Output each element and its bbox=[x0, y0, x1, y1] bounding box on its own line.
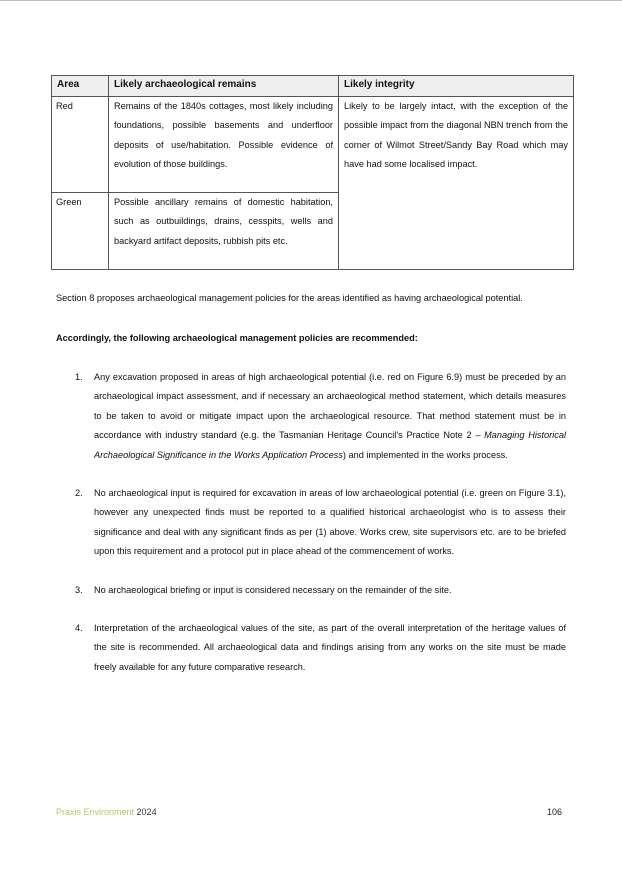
cell-integrity: Likely to be largely intact, with the exception of the possible impact from the diagonal NBN trench from the corner of Wilmot Street/Sandy Bay Road which may have had some localised impact. bbox=[339, 97, 574, 270]
archaeological-remains-table bbox=[51, 75, 574, 270]
list-item-policy-1 bbox=[56, 368, 566, 465]
list-item-policy-2 bbox=[56, 484, 566, 562]
policy-4-text: Interpretation of the archaeological values of the site, as part of the overall interpretation of the heritage values of the site is recommended. All archaeological data and findings arising from any works on the site must be made freely available for any future comparative research. bbox=[94, 623, 566, 672]
header-area: Area bbox=[52, 76, 109, 97]
cell-area-green: Green bbox=[52, 193, 109, 270]
header-integrity: Likely integrity bbox=[339, 76, 574, 97]
policy-2-text: No archaeological input is required for excavation in areas of low archaeological potential (i.e. green on Figure 3.1), however any unexpected finds must be reported to a qualified historical archaeologist who is to assess their significance and deal with any significant finds as per (1) above. Works crew, site supervisors etc. are to be briefed upon this requirement and a protocol put in place ahead of the commencement of works. bbox=[94, 488, 566, 557]
list-number: 4. bbox=[75, 623, 83, 634]
page-number: 106 bbox=[546, 807, 562, 817]
table-header-row bbox=[52, 76, 574, 97]
cell-remains-green: Possible ancillary remains of domestic habitation, such as outbuildings, drains, cesspits, wells and backyard artifact deposits, rubbish pits etc. bbox=[109, 193, 339, 270]
policies-heading: Accordingly, the following archaeological management policies are recommended: bbox=[56, 333, 418, 343]
policy-1-text-after: ) and implemented in the works process. bbox=[342, 449, 508, 460]
list-item-policy-4 bbox=[56, 619, 566, 677]
list-number: 3. bbox=[75, 584, 83, 595]
cell-area-red: Red bbox=[52, 97, 109, 193]
list-item-policy-3 bbox=[56, 581, 566, 600]
policy-1-text-before: Any excavation proposed in areas of high archaeological potential (i.e. red on Figure 6.9) must be preceded by an archaeological impact assessment, and if necessary an archaeological method statement, which details measures to be taken to avoid or mitigate impact upon the archaeological resource. That method statement must be in accordance with industry standard (e.g. the Tasmanian Heritage Council’s Practice Note 2 – bbox=[94, 372, 566, 441]
footer-year: 2024 bbox=[136, 807, 157, 817]
cell-remains-red: Remains of the 1840s cottages, most likely including foundations, possible basements and underfloor deposits of use/habitation. Possible evidence of evolution of those buildings. bbox=[109, 97, 339, 193]
policies-list bbox=[56, 368, 566, 696]
policy-1-italic-title: Managing Historical Archaeological Significance in the Works Application Process bbox=[94, 430, 567, 460]
header-remains: Likely archaeological remains bbox=[109, 76, 339, 97]
table-row bbox=[52, 97, 574, 193]
policy-3-text: No archaeological briefing or input is considered necessary on the remainder of the site. bbox=[94, 584, 452, 595]
list-number: 1. bbox=[75, 372, 83, 382]
list-number: 2. bbox=[75, 488, 83, 499]
intro-paragraph: Section 8 proposes archaeological management policies for the areas identified as having archaeological potential. bbox=[56, 293, 523, 303]
footer-brand: Praxis Environment bbox=[56, 807, 135, 817]
page-footer bbox=[56, 807, 562, 817]
